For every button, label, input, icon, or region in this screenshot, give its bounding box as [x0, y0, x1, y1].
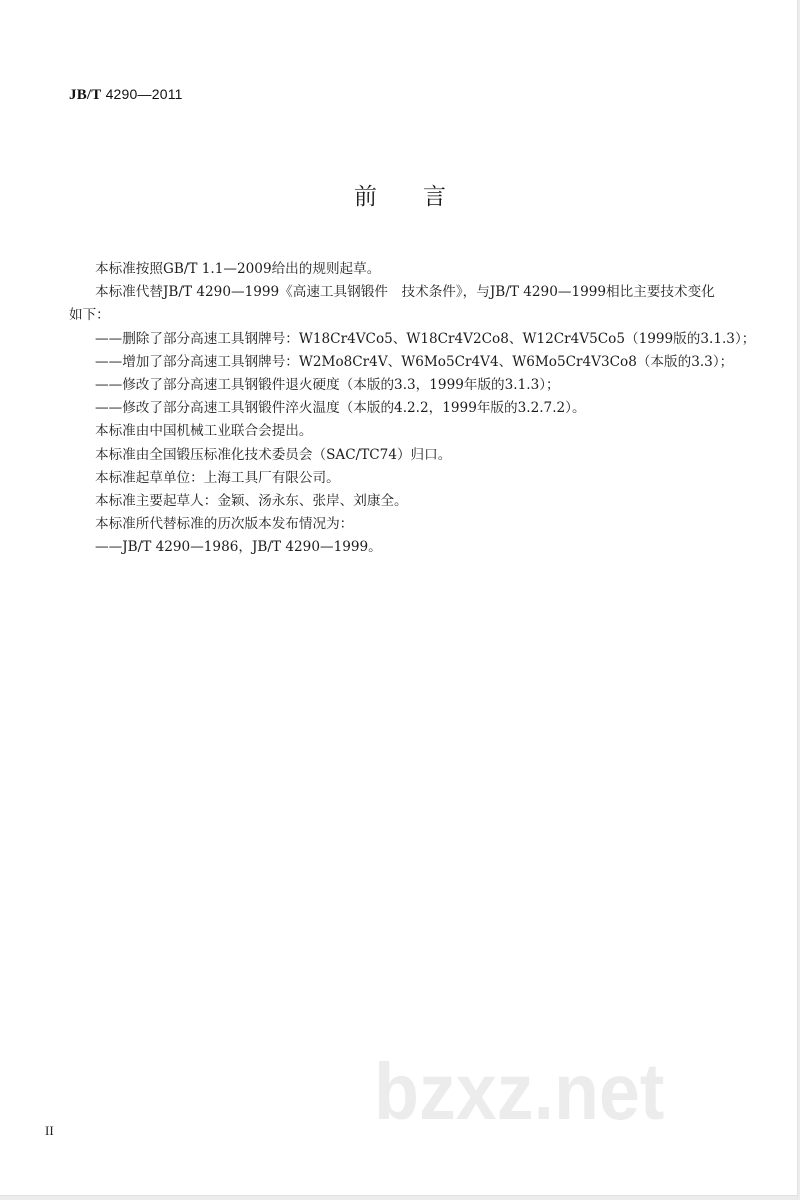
change-item-quenching-temperature: ——修改了部分高速工具钢锻件淬火温度（本版的4.2.2，1999年版的3.2.7.2）。	[95, 400, 586, 417]
page-title	[0, 178, 800, 211]
change-item-annealing-hardness: ——修改了部分高速工具钢锻件退火硬度（本版的3.3，1999年版的3.1.3）；	[95, 377, 560, 394]
paragraph-replaces-continued: 如下：	[69, 307, 110, 324]
info-proposed-by: 本标准由中国机械工业联合会提出。	[95, 423, 313, 440]
info-previous-editions: 本标准所代替标准的历次版本发布情况为：	[95, 516, 354, 533]
title-char-1: 前	[354, 184, 377, 210]
title-char-2: 言	[423, 184, 446, 210]
page-number: II	[45, 1123, 54, 1138]
standard-code-header	[69, 86, 183, 104]
watermark: bzxz.net	[374, 1047, 665, 1136]
standard-prefix: JB/T	[69, 87, 102, 103]
foreword-body	[69, 258, 769, 560]
info-under-jurisdiction: 本标准由全国锻压标准化技术委员会（SAC/TC74）归口。	[95, 446, 452, 463]
info-drafting-unit: 本标准起草单位：上海工具厂有限公司。	[95, 469, 340, 486]
history-item: ——JB/T 4290—1986，JB/T 4290—1999。	[95, 539, 382, 556]
change-item-deleted-grades: ——删除了部分高速工具钢牌号：W18Cr4VCo5、W18Cr4V2Co8、W12Cr4V5Co5（1999版的3.1.3）；	[95, 330, 756, 347]
paragraph-drafting-rules: 本标准按照GB/T 1.1—2009给出的规则起草。	[95, 261, 381, 277]
standard-number: 4290—2011	[101, 86, 183, 102]
change-item-added-grades: ——增加了部分高速工具钢牌号：W2Mo8Cr4V、W6Mo5Cr4V4、W6Mo5Cr4V3Co8（本版的3.3）；	[95, 353, 734, 370]
info-main-drafters: 本标准主要起草人：金颖、汤永东、张岸、刘康全。	[95, 493, 408, 510]
paragraph-replaces: 本标准代替JB/T 4290—1999《高速工具钢锻件 技术条件》，与JB/T 4290—1999相比主要技术变化	[95, 284, 715, 301]
